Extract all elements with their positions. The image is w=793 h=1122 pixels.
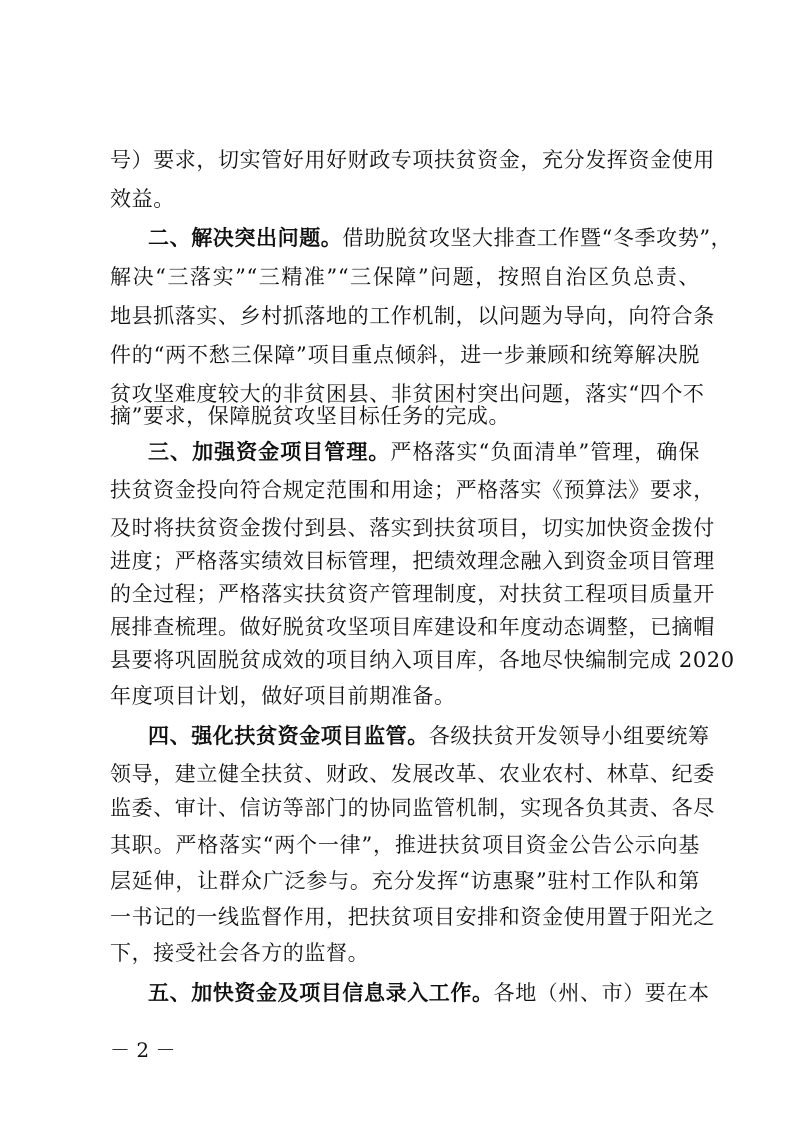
- section-4-line-7: 下，接受社会各方的监督。: [110, 941, 370, 965]
- section-2-line-5: 贫攻坚难度较大的非贫困县、非贫困村突出问题，落实“四个不: [110, 382, 705, 406]
- section-4-line-5: 层延伸，让群众广泛参与。充分发挥“访惠聚”驻村工作队和第: [110, 869, 700, 893]
- section-4-line-2: 领导，建立健全扶贫、财政、发展改革、农业农村、林草、纪委: [110, 762, 715, 786]
- section-3-line-8: 年度项目计划，做好项目前期准备。: [110, 684, 456, 708]
- section-5-line-1: [148, 981, 710, 1005]
- section-2-line-3: 地县抓落实、乡村抓落地的工作机制，以问题为导向，向符合条: [110, 304, 715, 328]
- page-number: － 2 －: [110, 1038, 176, 1062]
- section-3-line-1: [148, 442, 700, 463]
- section-2-heading: 二、解决突出问题。: [148, 226, 343, 250]
- section-3-line-7: 县要将巩固脱贫成效的项目纳入项目库，各地尽快编制完成 2020: [110, 648, 735, 672]
- section-3-line-4: 进度；严格落实绩效目标管理，把绩效理念融入到资金项目管理: [110, 549, 715, 573]
- section-2-line-4: 件的“两不愁三保障”项目重点倾斜，进一步兼顾和统筹解决脱: [110, 343, 700, 367]
- section-3-line-1-text: 严格落实“负面清单”管理，确保: [390, 440, 700, 464]
- section-2-line-1: [148, 226, 733, 250]
- section-4-line-1: [148, 724, 710, 748]
- section-4-line-3: 监委、审计、信访等部门的协同监管机制，实现各负其责、各尽: [110, 796, 715, 820]
- section-2-line-1-text: 借助脱贫攻坚大排查工作暨“冬季攻势”，: [342, 226, 733, 250]
- section-4-line-6: 一书记的一线监督作用，把扶贫项目安排和资金使用置于阳光之: [110, 905, 715, 929]
- section-3-line-2: 扶贫资金投向符合规定范围和用途；严格落实《预算法》要求，: [110, 478, 715, 502]
- section-3-heading: 三、加强资金项目管理。: [148, 440, 391, 464]
- section-3-line-6: 展排查梳理。做好脱贫攻坚项目库建设和年度动态调整，已摘帽: [110, 615, 715, 639]
- paragraph-1-line-1: 号）要求，切实管好用好财政专项扶贫资金，充分发挥资金使用: [110, 148, 715, 172]
- paragraph-1-line-2: 效益。: [110, 187, 175, 211]
- section-2-line-6: 摘”要求，保障脱贫攻坚目标任务的完成。: [110, 404, 511, 428]
- section-5-line-1-text: 各地（州、市）要在本: [493, 981, 710, 1005]
- section-4-line-1-text: 各级扶贫开发领导小组要统筹: [428, 724, 710, 748]
- section-5-heading: 五、加快资金及项目信息录入工作。: [148, 981, 494, 1005]
- section-2-line-2: 解决“三落实”“三精准”“三保障”问题，按照自治区负总责、: [110, 265, 700, 289]
- section-3-line-5: 的全过程；严格落实扶贫资产管理制度，对扶贫工程项目质量开: [110, 582, 715, 606]
- section-3-line-3: 及时将扶贫资金拨付到县、落实到扶贫项目，切实加快资金拨付: [110, 516, 715, 540]
- section-4-heading: 四、强化扶贫资金项目监管。: [148, 724, 429, 748]
- section-4-line-4: 其职。严格落实“两个一律”，推进扶贫项目资金公告公示向基: [110, 833, 700, 857]
